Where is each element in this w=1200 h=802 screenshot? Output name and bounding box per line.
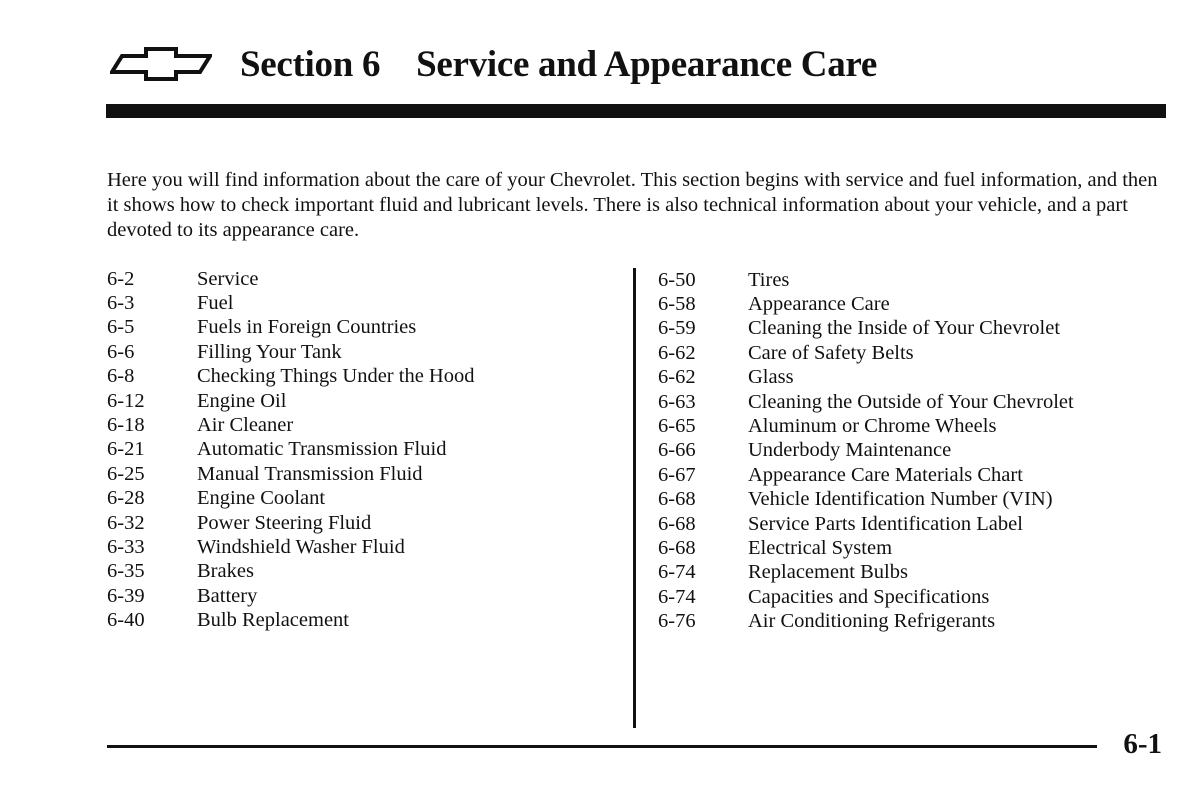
toc-entry	[658, 512, 1074, 536]
section-title: Service and Appearance Care	[416, 43, 878, 85]
toc-entry	[658, 561, 1074, 585]
page-number: 6-1	[1123, 728, 1162, 760]
toc-page-number: 6-66	[658, 439, 696, 462]
toc-entry	[107, 291, 474, 315]
toc-page-number: 6-3	[107, 292, 135, 315]
toc-entry-title: Filling Your Tank	[197, 340, 342, 363]
section-label: Section 6	[240, 43, 381, 85]
toc-entry-title: Air Conditioning Refrigerants	[748, 610, 996, 633]
toc-entry-title: Brakes	[197, 560, 254, 583]
toc-page-number: 6-25	[107, 462, 145, 485]
toc-entry	[107, 389, 474, 413]
toc-entry-title: Service	[197, 267, 259, 290]
toc-page-number: 6-62	[658, 366, 696, 389]
toc-entry	[107, 608, 474, 632]
toc-entry-title: Power Steering Fluid	[197, 511, 372, 534]
toc-entry-title: Engine Oil	[197, 389, 287, 412]
page-header	[110, 38, 877, 90]
toc-entry-title: Manual Transmission Fluid	[197, 462, 423, 485]
toc-page-number: 6-6	[107, 340, 135, 363]
bowtie-logo-icon	[110, 47, 212, 81]
toc-entry	[107, 413, 474, 437]
toc-page-number: 6-18	[107, 414, 145, 437]
toc-entry	[658, 341, 1074, 365]
toc-entry-title: Fuel	[197, 292, 234, 315]
toc-page-number: 6-39	[107, 584, 145, 607]
toc-entry-title: Glass	[748, 366, 794, 389]
toc-page-number: 6-28	[107, 487, 145, 510]
toc-page-number: 6-33	[107, 535, 145, 558]
toc-entry	[107, 267, 474, 291]
toc-entry	[107, 438, 474, 462]
toc-page-number: 6-62	[658, 341, 696, 364]
toc-entry	[658, 585, 1074, 609]
toc-page-number: 6-65	[658, 415, 696, 438]
toc-page-number: 6-74	[658, 561, 696, 584]
toc-entry-title: Bulb Replacement	[197, 609, 349, 632]
toc-entry-title: Engine Coolant	[197, 487, 326, 510]
toc-entry	[658, 488, 1074, 512]
toc-entry-title: Checking Things Under the Hood	[197, 365, 475, 388]
toc-entry-title: Battery	[197, 584, 258, 607]
toc-entry-title: Electrical System	[748, 536, 893, 559]
toc-entry	[107, 560, 474, 584]
toc-page-number: 6-76	[658, 610, 696, 633]
intro-paragraph: Here you will find information about the care of your Chevrolet. This section begins with service and fuel information, and then it shows how to check important fluid and lubricant levels. There is also technical information about your vehicle, and a part devoted to its appearance care.	[107, 169, 1158, 241]
toc-entry-title: Care of Safety Belts	[748, 341, 914, 364]
toc-page-number: 6-68	[658, 488, 696, 511]
toc-entry-title: Appearance Care	[748, 293, 890, 316]
toc-page-number: 6-32	[107, 511, 145, 534]
toc-page-number: 6-68	[658, 536, 696, 559]
toc-page-number: 6-5	[107, 316, 135, 339]
toc-page-number: 6-35	[107, 560, 145, 583]
toc-entry	[107, 340, 474, 364]
toc-entry	[658, 317, 1074, 341]
toc-entry	[107, 584, 474, 608]
toc-entry	[107, 365, 474, 389]
toc-entry	[658, 463, 1074, 487]
toc-entry	[658, 609, 1074, 633]
toc-entry	[107, 462, 474, 486]
toc-entry-title: Capacities and Specifications	[748, 585, 990, 608]
toc-entry-title: Windshield Washer Fluid	[197, 535, 405, 558]
column-divider	[633, 268, 636, 728]
toc-entry	[658, 292, 1074, 316]
toc-page-number: 6-8	[107, 365, 135, 388]
header-rule	[106, 104, 1166, 118]
toc-entry-title: Fuels in Foreign Countries	[197, 316, 417, 339]
toc-entry	[658, 414, 1074, 438]
toc-entry-title: Aluminum or Chrome Wheels	[748, 415, 997, 438]
toc-page-number: 6-74	[658, 585, 696, 608]
toc-entry-title: Tires	[748, 268, 790, 291]
toc-entry-title: Vehicle Identification Number (VIN)	[748, 488, 1053, 511]
toc-entry-title: Appearance Care Materials Chart	[748, 463, 1023, 486]
toc-page-number: 6-68	[658, 512, 696, 535]
toc-entry-title: Underbody Maintenance	[748, 439, 952, 462]
toc-page-number: 6-12	[107, 389, 145, 412]
toc-page-number: 6-2	[107, 267, 135, 290]
toc-entry-title: Cleaning the Inside of Your Chevrolet	[748, 317, 1061, 340]
toc-entry-title: Replacement Bulbs	[748, 561, 908, 584]
toc-entry	[107, 511, 474, 535]
toc-entry	[658, 366, 1074, 390]
toc-entry	[107, 535, 474, 559]
toc-left-column	[107, 267, 474, 633]
toc-entry-title: Air Cleaner	[197, 414, 294, 437]
toc-entry-title: Cleaning the Outside of Your Chevrolet	[748, 390, 1074, 413]
toc-entry-title: Service Parts Identification Label	[748, 512, 1023, 535]
toc-entry	[658, 536, 1074, 560]
toc-entry	[658, 268, 1074, 292]
toc-page-number: 6-21	[107, 438, 145, 461]
toc-page-number: 6-40	[107, 609, 145, 632]
toc-entry	[658, 390, 1074, 414]
toc-entry-title: Automatic Transmission Fluid	[197, 438, 447, 461]
toc-entry	[107, 316, 474, 340]
toc-entry	[107, 487, 474, 511]
toc-page-number: 6-59	[658, 317, 696, 340]
toc-page-number: 6-50	[658, 268, 696, 291]
toc-entry	[658, 439, 1074, 463]
toc-page-number: 6-63	[658, 390, 696, 413]
toc-right-column	[658, 268, 1074, 634]
footer-rule	[107, 745, 1097, 748]
toc-page-number: 6-58	[658, 293, 696, 316]
toc-page-number: 6-67	[658, 463, 696, 486]
